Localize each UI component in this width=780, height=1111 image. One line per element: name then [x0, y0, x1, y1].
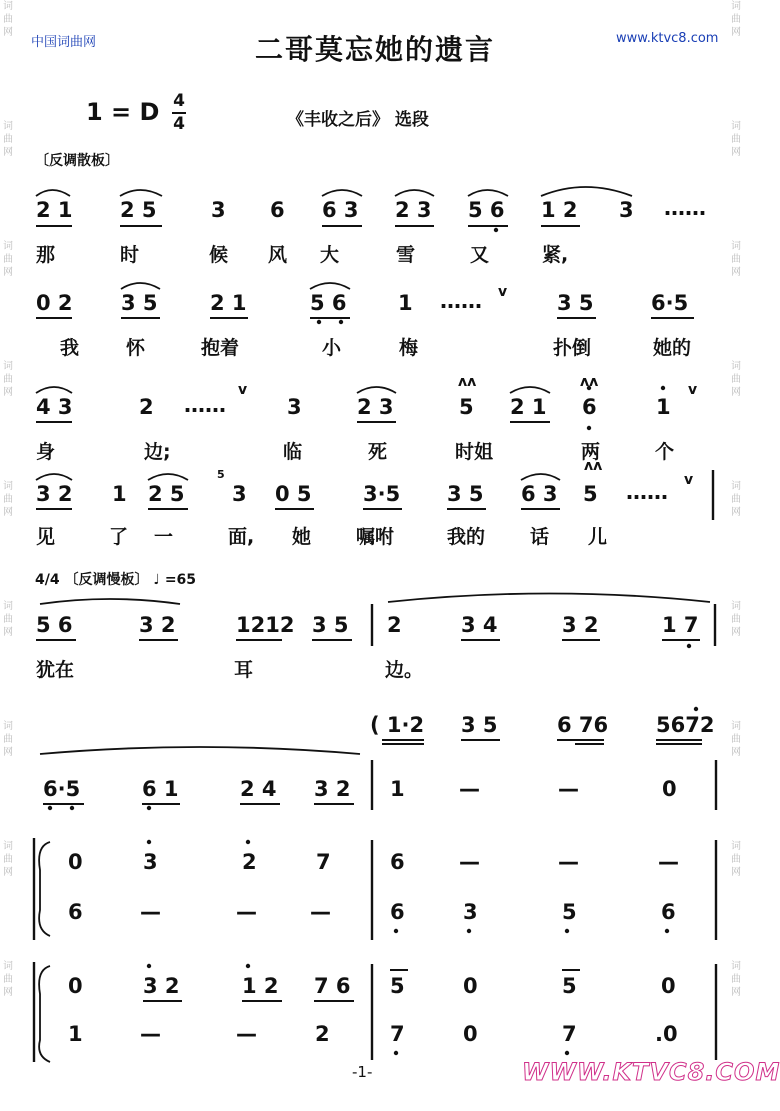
- note: 3: [287, 395, 302, 419]
- note: 4 3: [36, 395, 73, 419]
- note: 7: [562, 1022, 577, 1046]
- note: 0 5: [275, 482, 312, 506]
- lyric: 她的: [653, 337, 692, 359]
- note: 3: [619, 198, 634, 222]
- site-url-right[interactable]: www.ktvc8.com: [616, 31, 719, 46]
- note: 5 6: [468, 198, 505, 222]
- note: 6: [582, 395, 597, 419]
- note: —: [140, 900, 161, 924]
- lyric: 怀: [126, 337, 146, 359]
- note: 3 5: [557, 291, 594, 315]
- note: 2: [139, 395, 154, 419]
- note: —: [236, 1022, 257, 1046]
- note: 3: [463, 900, 478, 924]
- note: 3: [143, 850, 158, 874]
- time-top: 4: [173, 91, 185, 111]
- note: 3 5: [461, 713, 498, 737]
- note: 6·5: [43, 777, 81, 801]
- lyric: 时姐: [455, 441, 494, 463]
- note: 6 3: [521, 482, 558, 506]
- lyric: 时: [120, 244, 140, 266]
- lyric: 雪: [396, 244, 416, 266]
- svg-text:ʌʌ: ʌʌ: [458, 374, 477, 390]
- note: 5: [562, 900, 577, 924]
- lyric: 个: [655, 441, 675, 463]
- note: 6: [390, 900, 405, 924]
- lyric: 风: [268, 244, 288, 266]
- note: 1: [390, 777, 405, 801]
- side-watermark-left: 词曲网 词曲网 词曲网 词曲网 词曲网 词曲网 词曲网 词曲网 词曲网: [3, 1, 13, 998]
- note: 0: [463, 1022, 478, 1046]
- svg-text:ʌʌ: ʌʌ: [584, 458, 603, 474]
- note: 0: [463, 974, 478, 998]
- note: 6: [390, 850, 405, 874]
- lyric: 耳: [234, 659, 254, 681]
- lyric: 那: [36, 244, 56, 266]
- note: 7: [316, 850, 331, 874]
- lyric: 见: [36, 526, 56, 548]
- page-number: -1-: [352, 1063, 373, 1081]
- note: 0 2: [36, 291, 73, 315]
- note: —: [140, 1022, 161, 1046]
- lyric: 儿: [588, 526, 608, 548]
- lyric: 大: [320, 244, 340, 266]
- note: 1 7: [662, 613, 699, 637]
- note: 5 6: [36, 613, 73, 637]
- lyric: 她: [292, 526, 312, 548]
- note: 2 4: [240, 777, 277, 801]
- note: 5: [390, 974, 405, 998]
- note: —: [558, 850, 579, 874]
- svg-text:v: v: [498, 284, 508, 300]
- note: 7: [390, 1022, 405, 1046]
- note: —: [459, 850, 480, 874]
- lyric: 话: [530, 526, 550, 548]
- lyric: 我: [60, 337, 80, 359]
- note: 2 5: [148, 482, 185, 506]
- note: 2: [387, 613, 402, 637]
- source-note: 《丰收之后》 选段: [287, 110, 429, 130]
- note: .0: [655, 1022, 678, 1046]
- note: 5672: [656, 713, 715, 737]
- note: 2 5: [120, 198, 157, 222]
- note: 3: [211, 198, 226, 222]
- note: 2 3: [395, 198, 432, 222]
- lyric: 面,: [228, 526, 255, 548]
- note: 1: [398, 291, 413, 315]
- note: —: [459, 777, 480, 801]
- lyric: 边;: [144, 441, 171, 463]
- note: 6·5: [651, 291, 689, 315]
- note: 1: [656, 395, 671, 419]
- footer-site-logo[interactable]: WWW.KTVC8.COM: [522, 1058, 780, 1086]
- lyric: 两: [581, 441, 601, 463]
- note: 6: [270, 198, 285, 222]
- time-bottom: 4: [173, 114, 185, 134]
- lyric: 梅: [399, 337, 419, 359]
- note: 5 6: [310, 291, 347, 315]
- note: 1 2: [242, 974, 279, 998]
- key-signature: 1 = D: [86, 98, 160, 126]
- note: —: [658, 850, 679, 874]
- note: 0: [661, 974, 676, 998]
- note: 5: [459, 395, 474, 419]
- note: 3 2: [36, 482, 73, 506]
- note: 2: [242, 850, 257, 874]
- note: 6 3: [322, 198, 359, 222]
- lyric: 一: [154, 526, 174, 548]
- tempo-marking-1: 〔反调散板〕: [35, 153, 119, 169]
- note: 1 2: [541, 198, 578, 222]
- note: 1212: [236, 613, 295, 637]
- svg-text:v: v: [684, 472, 694, 488]
- note: 5: [583, 482, 598, 506]
- note: 3 5: [121, 291, 158, 315]
- lyric: 又: [470, 244, 490, 266]
- lyric: 候: [209, 244, 229, 266]
- note: 2: [315, 1022, 330, 1046]
- note: 2 1: [210, 291, 247, 315]
- tempo-marking-2: 4/4 〔反调慢板〕 ♩ =65: [35, 572, 197, 588]
- note: 0: [68, 850, 83, 874]
- lyric: 死: [368, 441, 388, 463]
- site-name-left[interactable]: 中国词曲网: [31, 35, 97, 50]
- lyric: 犹在: [36, 659, 75, 681]
- note: ( 1·2: [370, 713, 425, 737]
- lyric: 嘱咐: [356, 526, 395, 548]
- note: 7 6: [314, 974, 351, 998]
- note: —: [558, 777, 579, 801]
- lyric: 抱着: [201, 337, 240, 359]
- note: 3 5: [447, 482, 484, 506]
- note: 2 3: [357, 395, 394, 419]
- note: 0: [68, 974, 83, 998]
- note: 3 5: [312, 613, 349, 637]
- lyric: 扑倒: [553, 337, 592, 359]
- note: ……: [626, 480, 668, 504]
- lyric: 小: [322, 337, 342, 359]
- song-title: 二哥莫忘她的遗言: [254, 33, 495, 66]
- note: 3 2: [139, 613, 176, 637]
- svg-text:5: 5: [217, 468, 225, 481]
- lyric: 我的: [447, 526, 486, 548]
- svg-text:ʌʌ: ʌʌ: [580, 374, 599, 390]
- note: ……: [440, 289, 482, 313]
- lyric: 边。: [385, 659, 424, 681]
- note: 3: [232, 482, 247, 506]
- note: —: [236, 900, 257, 924]
- note: 3 2: [143, 974, 180, 998]
- lyric: 临: [283, 441, 303, 463]
- note: 6 76: [557, 713, 609, 737]
- note: 1: [68, 1022, 83, 1046]
- lyric: 了: [109, 526, 129, 548]
- lyric: 紧,: [542, 244, 569, 266]
- lyric: 身: [36, 441, 56, 463]
- note: 3·5: [363, 482, 401, 506]
- note: 6 1: [142, 777, 179, 801]
- note: 0: [662, 777, 677, 801]
- note: 5: [562, 974, 577, 998]
- svg-text:v: v: [238, 382, 248, 398]
- note: 3 2: [562, 613, 599, 637]
- note: 2 1: [510, 395, 547, 419]
- note: —: [310, 900, 331, 924]
- note: 2 1: [36, 198, 73, 222]
- note: 3 2: [314, 777, 351, 801]
- note: 3 4: [461, 613, 498, 637]
- side-watermark-right: 词曲网 词曲网 词曲网 词曲网 词曲网 词曲网 词曲网 词曲网 词曲网: [731, 1, 741, 998]
- note: ……: [184, 393, 226, 417]
- svg-text:v: v: [688, 382, 698, 398]
- note: ……: [664, 196, 706, 220]
- note: 6: [661, 900, 676, 924]
- note: 6: [68, 900, 83, 924]
- note: 1: [112, 482, 127, 506]
